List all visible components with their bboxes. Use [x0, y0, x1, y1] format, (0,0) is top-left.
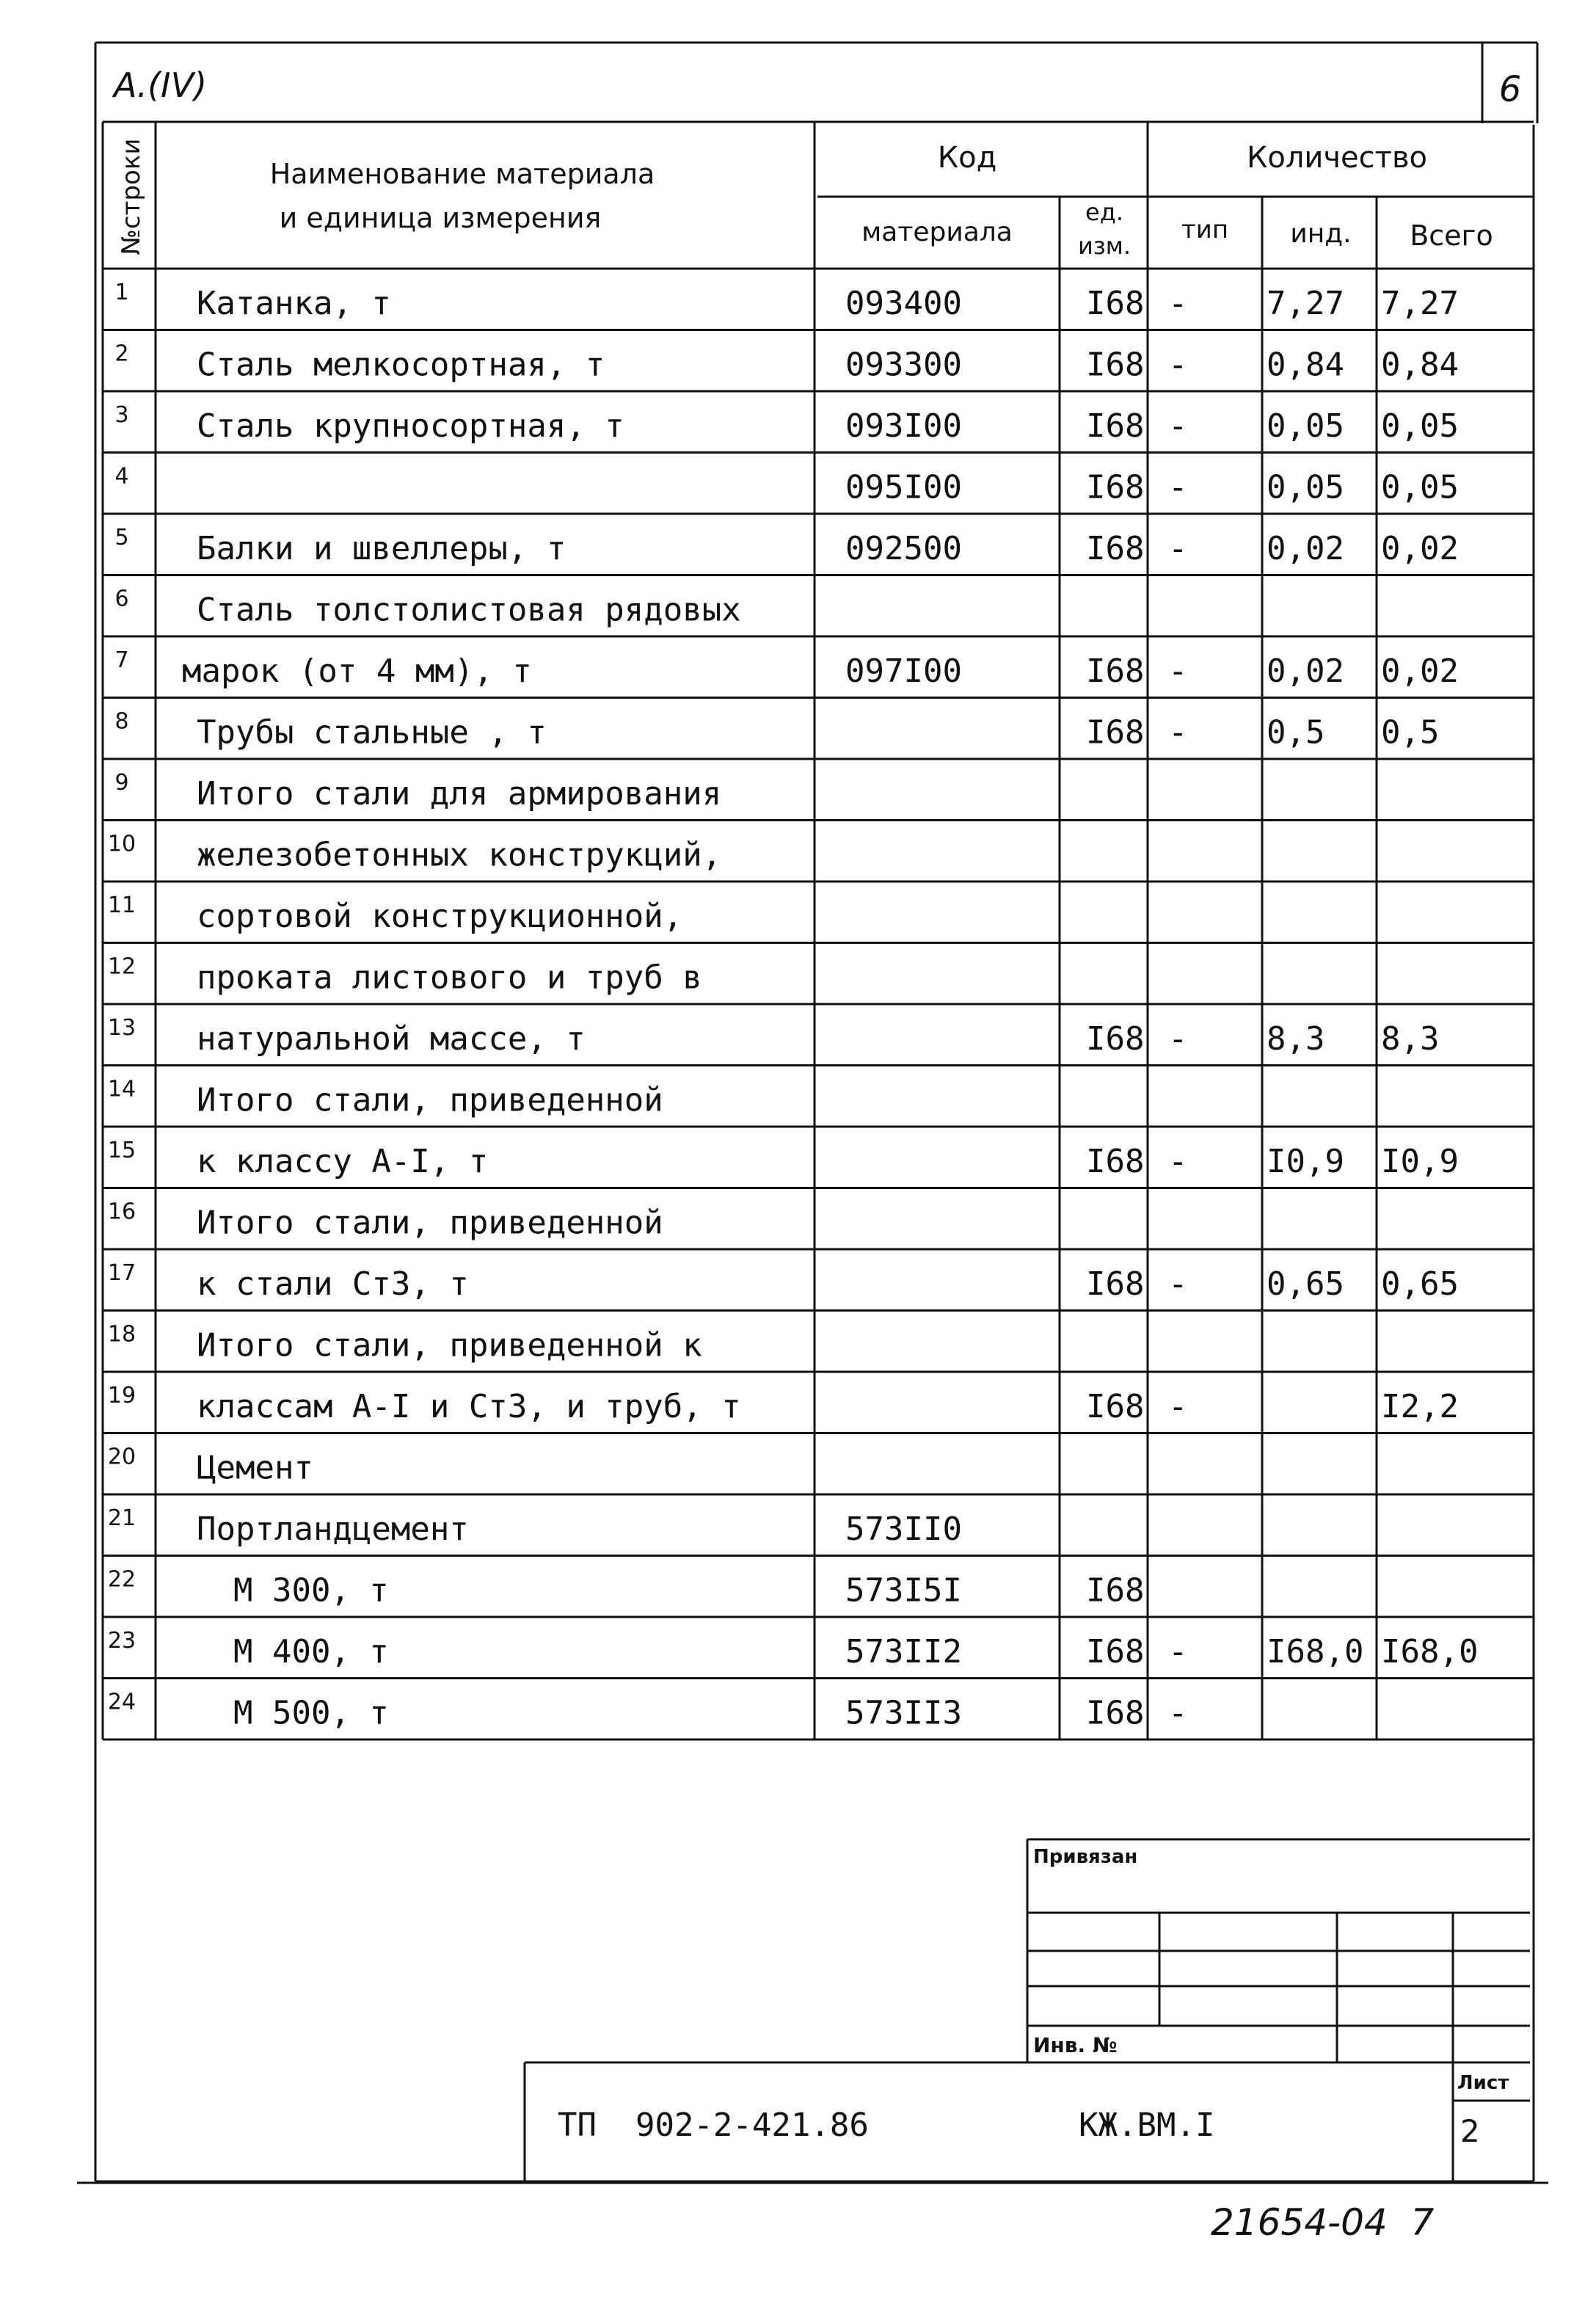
- row-name: Итого стали, приведенной: [197, 1081, 663, 1119]
- header-name-line1: Наименование материала: [269, 158, 655, 190]
- row-name: проката листового и труб в: [197, 959, 702, 997]
- table-header: [117, 139, 1493, 260]
- row-ind: I0,9: [1267, 1143, 1344, 1180]
- row-unit: I68: [1086, 1633, 1145, 1671]
- header-code: Код: [937, 141, 997, 175]
- archive-number: 21654-04 7: [1211, 2201, 1435, 2244]
- row-unit: I68: [1086, 468, 1145, 506]
- inventory-label: Инв. №: [1033, 2033, 1118, 2057]
- table-body: [108, 280, 1479, 1732]
- row-type: -: [1168, 1143, 1188, 1180]
- row-unit: I68: [1086, 1388, 1145, 1425]
- row-number: 10: [107, 831, 136, 857]
- header-row-number: №строки: [117, 138, 146, 255]
- row-code: 093300: [845, 346, 962, 384]
- row-type: -: [1168, 346, 1188, 384]
- row-number: 20: [107, 1444, 136, 1470]
- row-number: 11: [107, 893, 136, 918]
- row-name: натуральной массе, т: [197, 1020, 586, 1058]
- row-unit: I68: [1086, 346, 1145, 384]
- row-name: Портландцемент: [197, 1511, 469, 1548]
- row-total: I68,0: [1381, 1633, 1479, 1671]
- row-ind: 0,84: [1267, 346, 1344, 384]
- header-code-unit-2: изм.: [1077, 232, 1132, 260]
- row-number: 19: [107, 1383, 136, 1408]
- sheet-value: 2: [1460, 2113, 1480, 2149]
- row-name: Балки и швеллеры, т: [197, 530, 566, 567]
- row-number: 5: [114, 525, 129, 550]
- row-name: Катанка, т: [197, 285, 391, 322]
- row-unit: I68: [1086, 1143, 1145, 1180]
- row-type: -: [1168, 285, 1188, 322]
- row-name: сортовой конструкционной,: [197, 898, 683, 935]
- row-ind: 0,02: [1267, 530, 1344, 567]
- row-total: 8,3: [1381, 1020, 1440, 1058]
- row-name: к классу А-I, т: [197, 1143, 489, 1180]
- row-name: Сталь крупносортная, т: [197, 407, 624, 445]
- row-total: 0,5: [1381, 713, 1440, 752]
- row-name: к стали Ст3, т: [197, 1265, 469, 1303]
- header-code-unit-1: ед.: [1085, 198, 1123, 226]
- row-name: М 300, т: [233, 1571, 389, 1610]
- row-code: 093I00: [845, 407, 962, 445]
- row-ind: 0,05: [1267, 468, 1344, 506]
- row-number: 12: [107, 953, 136, 980]
- row-code: 573I5I: [845, 1571, 962, 1610]
- row-number: 14: [107, 1076, 136, 1102]
- row-number: 7: [114, 647, 129, 673]
- row-unit: I68: [1086, 652, 1145, 690]
- row-number: 24: [107, 1689, 136, 1715]
- row-total: I0,9: [1381, 1143, 1459, 1180]
- header-name-line2: и единица измерения: [279, 202, 602, 234]
- row-ind: 7,27: [1267, 285, 1344, 322]
- row-total: 0,05: [1381, 407, 1459, 445]
- row-code: 573II3: [845, 1694, 962, 1732]
- row-name: Итого стали для армирования: [197, 775, 722, 813]
- row-type: -: [1168, 468, 1188, 506]
- row-ind: 8,3: [1267, 1020, 1325, 1058]
- row-code: 093400: [845, 285, 962, 322]
- row-code: 095I00: [845, 468, 962, 506]
- row-ind: 0,05: [1267, 407, 1344, 445]
- row-number: 16: [107, 1199, 136, 1225]
- row-type: -: [1168, 713, 1188, 752]
- row-total: 0,02: [1381, 652, 1459, 690]
- row-code: 092500: [845, 530, 962, 567]
- row-unit: I68: [1086, 713, 1145, 752]
- row-number: 13: [107, 1015, 136, 1041]
- row-unit: I68: [1086, 530, 1145, 567]
- row-number: 18: [107, 1321, 136, 1348]
- header-code-material: материала: [861, 217, 1013, 247]
- row-code: 573II2: [845, 1633, 962, 1671]
- row-ind: 0,5: [1267, 713, 1325, 752]
- row-number: 6: [114, 586, 129, 612]
- row-unit: I68: [1086, 407, 1145, 445]
- row-name: Цемент: [197, 1449, 313, 1487]
- row-ind: 0,65: [1267, 1265, 1344, 1303]
- row-name: Сталь мелкосортная, т: [197, 346, 605, 384]
- row-name: железобетонных конструкций,: [197, 836, 722, 874]
- row-total: 0,65: [1381, 1265, 1459, 1303]
- row-name: классам А-I и Ст3, и труб, т: [197, 1388, 741, 1425]
- row-name: Итого стали, приведенной: [197, 1204, 663, 1242]
- row-number: 3: [114, 402, 129, 428]
- row-number: 15: [107, 1138, 136, 1163]
- row-number: 22: [107, 1566, 136, 1593]
- header-quantity: Количество: [1246, 141, 1428, 175]
- row-ind: 0,02: [1267, 652, 1344, 690]
- row-type: -: [1168, 1265, 1188, 1303]
- project-code: ТП 902-2-421.86: [558, 2106, 869, 2144]
- row-number: 4: [114, 463, 129, 490]
- row-total: 0,84: [1381, 346, 1459, 384]
- corner-label: А.(IV): [114, 65, 208, 105]
- row-number: 9: [114, 770, 129, 796]
- header-qty-ind: инд.: [1290, 219, 1352, 249]
- row-number: 23: [107, 1628, 136, 1654]
- row-name: М 400, т: [233, 1633, 389, 1671]
- row-unit: I68: [1086, 1571, 1145, 1610]
- row-name: М 500, т: [233, 1694, 389, 1732]
- row-number: 8: [114, 708, 129, 735]
- header-qty-type: тип: [1181, 215, 1229, 244]
- row-unit: I68: [1086, 285, 1145, 322]
- row-code: 573II0: [845, 1511, 962, 1548]
- row-total: 0,02: [1381, 530, 1459, 567]
- row-type: -: [1168, 1633, 1188, 1671]
- row-type: -: [1168, 530, 1188, 567]
- row-name: марок (от 4 мм), т: [182, 652, 532, 690]
- row-type: -: [1168, 1388, 1188, 1425]
- row-number: 2: [114, 341, 129, 367]
- row-name: Итого стали, приведенной к: [197, 1326, 702, 1364]
- row-type: -: [1168, 1694, 1188, 1732]
- sheet-label: Лист: [1457, 2072, 1509, 2094]
- row-type: -: [1168, 1020, 1188, 1058]
- page-number: 6: [1498, 69, 1522, 110]
- row-type: -: [1168, 407, 1188, 445]
- row-total: 0,05: [1381, 468, 1459, 506]
- row-unit: I68: [1086, 1020, 1145, 1058]
- row-type: -: [1168, 652, 1188, 690]
- row-total: I2,2: [1381, 1388, 1459, 1425]
- row-number: 21: [107, 1505, 136, 1531]
- row-number: 17: [107, 1260, 136, 1286]
- header-qty-total: Всего: [1410, 219, 1493, 252]
- bound-label: Привязан: [1033, 1846, 1138, 1868]
- row-ind: I68,0: [1267, 1633, 1364, 1671]
- row-code: 097I00: [845, 652, 962, 690]
- row-unit: I68: [1086, 1694, 1145, 1732]
- row-name: Сталь толстолистовая рядовых: [197, 591, 741, 629]
- row-number: 1: [114, 280, 129, 305]
- row-unit: I68: [1086, 1265, 1145, 1303]
- row-name: Трубы стальные , т: [197, 713, 547, 752]
- document-code: КЖ.ВМ.I: [1079, 2106, 1215, 2144]
- row-total: 7,27: [1381, 285, 1459, 322]
